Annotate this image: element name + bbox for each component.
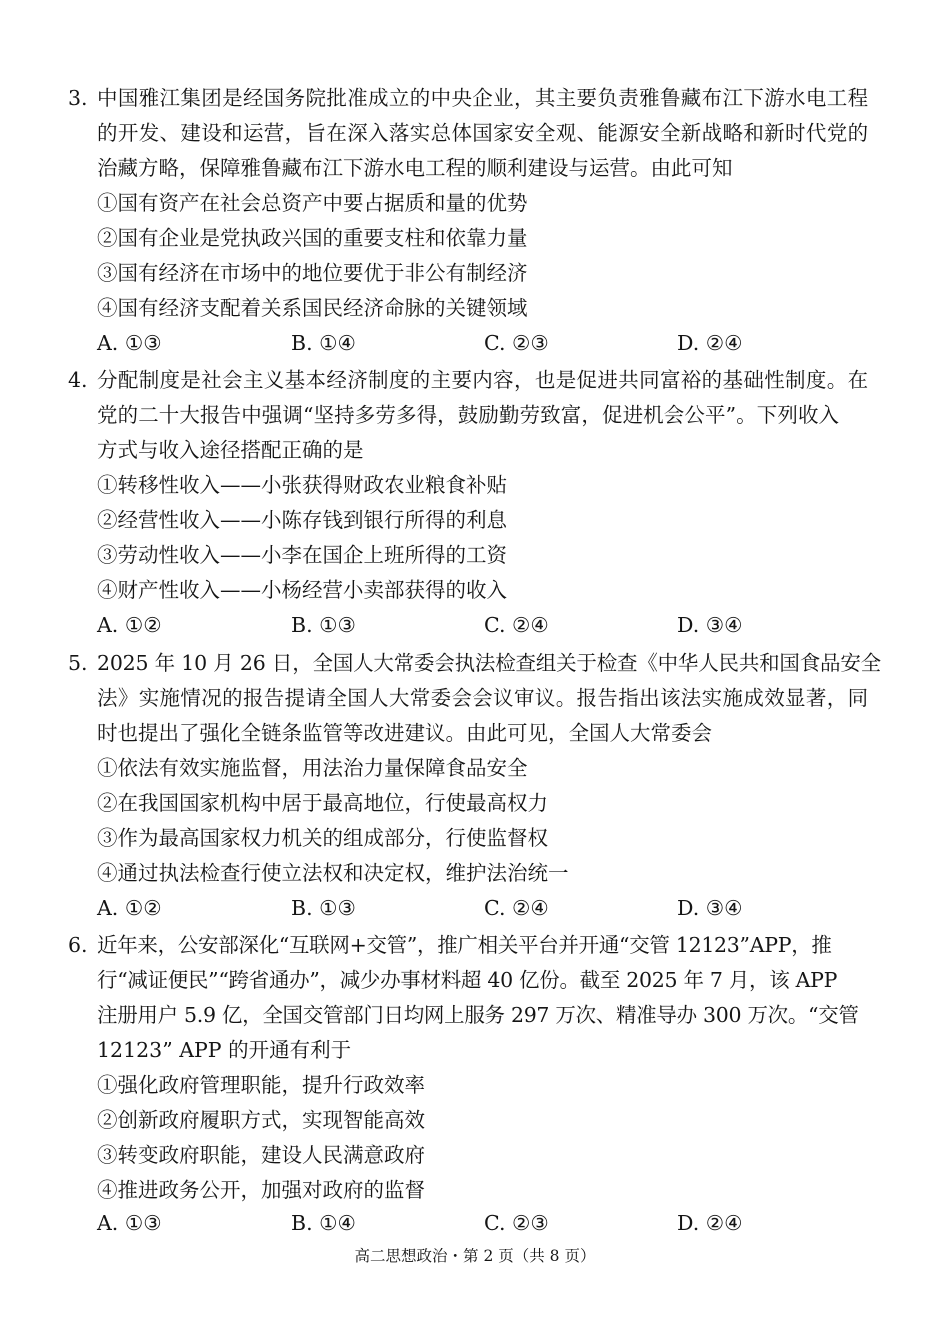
question-stem-line: 注册用户 5.9 亿，全国交管部门日均网上服务 297 万次、精准导办 300 万次。“交管 bbox=[97, 1003, 859, 1027]
question-stem-line: 法》实施情况的报告提请全国人大常委会会议审议。报告指出该法实施成效显著，同 bbox=[97, 686, 869, 710]
answer-option-b: B. ①④ bbox=[291, 1211, 356, 1235]
answer-option-c: C. ②④ bbox=[484, 896, 549, 920]
statement-item: ①国有资产在社会总资产中要占据质和量的优势 bbox=[97, 191, 528, 215]
question-stem-line: 12123” APP 的开通有利于 bbox=[97, 1038, 352, 1062]
answer-option-d: D. ②④ bbox=[677, 1211, 743, 1235]
statement-item: ④财产性收入——小杨经营小卖部获得的收入 bbox=[97, 578, 507, 602]
question-number: 5. bbox=[68, 651, 88, 675]
question-stem-line: 的开发、建设和运营，旨在深入落实总体国家安全观、能源安全新战略和新时代党的 bbox=[97, 121, 869, 145]
answer-option-c: C. ②③ bbox=[484, 331, 549, 355]
statement-item: ④国有经济支配着关系国民经济命脉的关键领域 bbox=[97, 296, 528, 320]
statement-item: ④推进政务公开，加强对政府的监督 bbox=[97, 1178, 425, 1202]
statement-item: ②经营性收入——小陈存钱到银行所得的利息 bbox=[97, 508, 507, 532]
question-stem-line: 治藏方略，保障雅鲁藏布江下游水电工程的顺利建设与运营。由此可知 bbox=[97, 156, 733, 180]
question-stem-line: 分配制度是社会主义基本经济制度的主要内容，也是促进共同富裕的基础性制度。在 bbox=[97, 368, 869, 392]
answer-option-a: A. ①② bbox=[97, 896, 162, 920]
answer-option-c: C. ②③ bbox=[484, 1211, 549, 1235]
question-number: 3. bbox=[68, 86, 88, 110]
answer-option-d: D. ②④ bbox=[677, 331, 743, 355]
answer-option-a: A. ①③ bbox=[97, 1211, 162, 1235]
answer-option-a: A. ①② bbox=[97, 613, 162, 637]
answer-option-d: D. ③④ bbox=[677, 896, 743, 920]
statement-item: ②国有企业是党执政兴国的重要支柱和依靠力量 bbox=[97, 226, 528, 250]
question-number: 4. bbox=[68, 368, 88, 392]
page-footer: 高二思想政治・第 2 页（共 8 页） bbox=[354, 1247, 596, 1265]
statement-item: ③作为最高国家权力机关的组成部分，行使监督权 bbox=[97, 826, 548, 850]
statement-item: ③劳动性收入——小李在国企上班所得的工资 bbox=[97, 543, 507, 567]
statement-item: ③国有经济在市场中的地位要优于非公有制经济 bbox=[97, 261, 528, 285]
answer-option-d: D. ③④ bbox=[677, 613, 743, 637]
statement-item: ①转移性收入——小张获得财政农业粮食补贴 bbox=[97, 473, 507, 497]
question-stem-line: 中国雅江集团是经国务院批准成立的中央企业，其主要负责雅鲁藏布江下游水电工程 bbox=[97, 86, 869, 110]
question-stem-line: 党的二十大报告中强调“坚持多劳多得，鼓励勤劳致富，促进机会公平”。下列收入 bbox=[97, 403, 840, 427]
question-stem-line: 行“减证便民”“跨省通办”，减少办事材料超 40 亿份。截至 2025 年 7 月，该 APP bbox=[97, 968, 838, 992]
answer-option-b: B. ①③ bbox=[291, 613, 356, 637]
statement-item: ①强化政府管理职能，提升行政效率 bbox=[97, 1073, 425, 1097]
answer-option-c: C. ②④ bbox=[484, 613, 549, 637]
question-stem-line: 2025 年 10 月 26 日，全国人大常委会执法检查组关于检查《中华人民共和国食品安全 bbox=[97, 651, 881, 675]
question-stem-line: 方式与收入途径搭配正确的是 bbox=[97, 438, 364, 462]
answer-option-b: B. ①③ bbox=[291, 896, 356, 920]
question-number: 6. bbox=[68, 933, 88, 957]
statement-item: ①依法有效实施监督，用法治力量保障食品安全 bbox=[97, 756, 528, 780]
question-stem-line: 近年来，公安部深化“互联网+交管”，推广相关平台并开通“交管 12123”APP，推 bbox=[97, 933, 832, 957]
statement-item: ②在我国国家机构中居于最高地位，行使最高权力 bbox=[97, 791, 548, 815]
statement-item: ④通过执法检查行使立法权和决定权，维护法治统一 bbox=[97, 861, 569, 885]
answer-option-a: A. ①③ bbox=[97, 331, 162, 355]
answer-option-b: B. ①④ bbox=[291, 331, 356, 355]
statement-item: ②创新政府履职方式，实现智能高效 bbox=[97, 1108, 425, 1132]
statement-item: ③转变政府职能，建设人民满意政府 bbox=[97, 1143, 425, 1167]
question-stem-line: 时也提出了强化全链条监管等改进建议。由此可见，全国人大常委会 bbox=[97, 721, 712, 745]
